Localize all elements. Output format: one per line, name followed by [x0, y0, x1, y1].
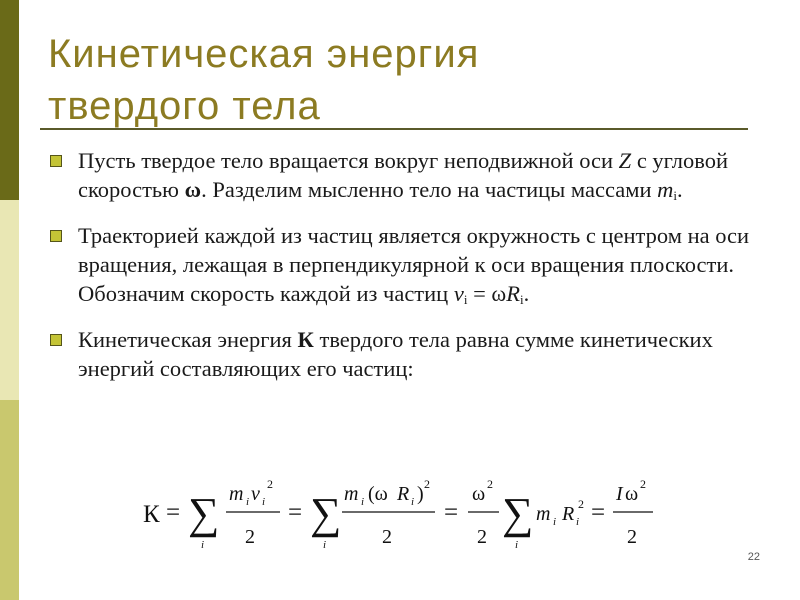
frac4-I: I — [616, 483, 623, 505]
slide-number: 22 — [747, 551, 760, 563]
bullet-square-icon — [50, 155, 62, 167]
axis-symbol: Z — [618, 148, 632, 173]
frac1-exp: 2 — [267, 477, 273, 491]
velocity-symbol: v — [453, 281, 464, 306]
frac1-m-sub: i — [246, 496, 250, 508]
frac1-v-sub: i — [262, 496, 266, 508]
energy-symbol: К — [297, 327, 314, 352]
mass-symbol: m — [657, 177, 674, 202]
frac2-exp: 2 — [424, 477, 430, 491]
sum-R-sub: i — [576, 516, 580, 528]
formula-k: К — [143, 501, 160, 528]
formula-equals: = — [444, 499, 459, 526]
frac4-denominator: 2 — [627, 526, 637, 548]
frac1-denominator: 2 — [245, 526, 255, 548]
sidebar-segment-top — [0, 0, 19, 200]
frac4-exp: 2 — [640, 477, 646, 491]
radius-symbol: R — [506, 281, 520, 306]
sum-m-sub: i — [553, 516, 557, 528]
omega-symbol: ω — [184, 177, 202, 202]
bullet-list — [48, 146, 768, 394]
bullet-text: Пусть твердое тело вращается вокруг неподвижной оси Z с угловой скоростью ω. Разделим мысленно тело на частицы массами $m_i$. — [78, 148, 728, 203]
frac2-omega-open: (ω — [368, 483, 388, 505]
sum-R-exp: 2 — [578, 497, 584, 511]
slide-title — [48, 28, 768, 132]
sidebar-segment-bottom — [0, 400, 19, 600]
formula-equals: = — [591, 499, 606, 526]
frac2-R-sub: i — [411, 496, 415, 508]
title-underline — [40, 128, 748, 130]
bullet-square-icon — [50, 334, 62, 346]
sum-index: i — [201, 539, 205, 551]
frac2-m-sub: i — [361, 496, 365, 508]
sidebar-segment-middle — [0, 200, 19, 400]
frac3-omega: ω — [472, 483, 486, 505]
formula-equals: = — [288, 499, 303, 526]
sum-symbol: ∑ — [188, 489, 220, 538]
formula-equals: = — [166, 499, 181, 526]
sum-m: m — [536, 503, 551, 525]
sum-symbol: ∑ — [502, 489, 534, 538]
bullet-item-rotation — [48, 146, 768, 210]
frac3-exp: 2 — [487, 477, 493, 491]
sum-index: i — [323, 539, 327, 551]
frac2-m: m — [344, 483, 359, 505]
frac2-close: ) — [417, 483, 424, 505]
sum-symbol: ∑ — [310, 489, 342, 538]
slide-title-line-2: твердого тела — [48, 84, 321, 128]
frac4-omega: ω — [625, 483, 639, 505]
sidebar-decoration — [0, 0, 19, 600]
slide-title-line-1: Кинетическая энергия — [48, 32, 480, 76]
frac3-denominator: 2 — [477, 526, 487, 548]
frac1-m: m — [229, 483, 244, 505]
kinetic-energy-formula — [138, 470, 698, 560]
frac1-v: v — [251, 483, 260, 505]
frac2-denominator: 2 — [382, 526, 392, 548]
bullet-text: Кинетическая энергия К твердого тела равна сумме кинетических энергий составляющих его частиц: — [78, 327, 713, 381]
bullet-square-icon — [50, 230, 62, 242]
sum-index: i — [515, 539, 519, 551]
bullet-text: Траекторией каждой из частиц является окружность с центром на оси вращения, лежащая в перпендикулярной к оси вращения плоскости. Обозначим скорость каждой из частиц $v_i = \omega R_i$. — [78, 223, 750, 307]
bullet-item-trajectory — [48, 221, 768, 314]
sum-R: R — [562, 503, 575, 525]
bullet-item-kinetic-energy — [48, 325, 768, 383]
frac2-R: R — [397, 483, 410, 505]
